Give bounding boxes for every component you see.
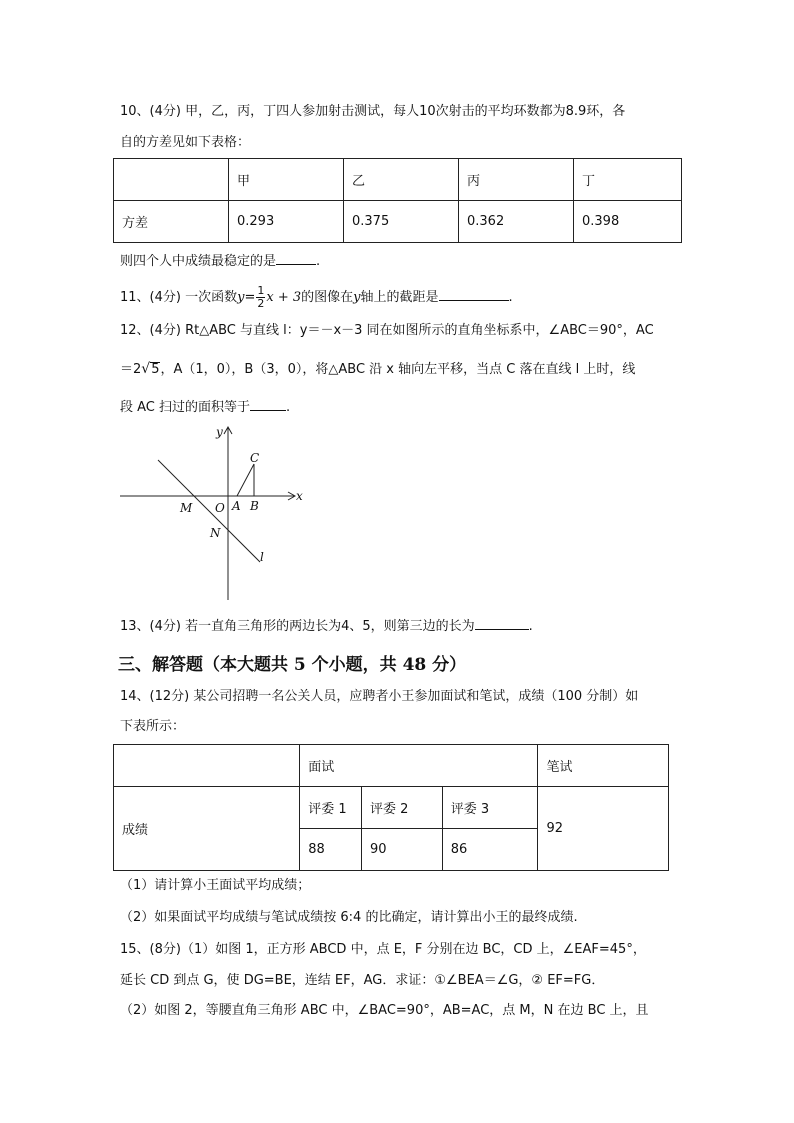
q11-mid: 的图像在 bbox=[301, 290, 354, 305]
judge-3-header: 评委 3 bbox=[442, 787, 538, 829]
judge-3-score: 86 bbox=[442, 829, 538, 871]
q15-line1: 15、(8分)（1）如图 1，正方形 ABCD 中，点 E，F 分别在边 BC，CD 上，∠EAF=45°， bbox=[120, 942, 646, 957]
q12-line2-b: ，A（1，0），B（3，0），将△ABC 沿 x 轴向左平移，当点 C 落在直线 l 上时，线 bbox=[160, 362, 636, 377]
label-o: O bbox=[215, 501, 225, 515]
q12-sqrt-value: 5 bbox=[151, 362, 160, 377]
q14-sub1: （1）请计算小王面试平均成绩； bbox=[120, 878, 311, 893]
q11-end: . bbox=[508, 290, 513, 305]
q11-rest: x + 3 bbox=[266, 290, 302, 305]
q10-end: . bbox=[316, 254, 321, 269]
variance-value-yi: 0.375 bbox=[344, 201, 459, 243]
variance-value-jia: 0.293 bbox=[229, 201, 344, 243]
judge-2-header: 评委 2 bbox=[362, 787, 443, 829]
score-table bbox=[113, 744, 669, 871]
judge-1-header: 评委 1 bbox=[300, 787, 362, 829]
score-header-interview: 面试 bbox=[300, 745, 538, 787]
triangle-side-ac bbox=[237, 464, 254, 496]
q11-axis-var: y bbox=[353, 290, 361, 305]
q11-y-var: y bbox=[237, 290, 245, 305]
q11-suffix: 轴上的截距是 bbox=[360, 290, 439, 305]
q12-line1: 12、(4分) Rt△ABC 与直线 l：y＝－x－3 同在如图所示的直角坐标系中，∠ABC＝90°，AC bbox=[120, 323, 654, 338]
label-x: x bbox=[296, 489, 303, 503]
judge-1-score: 88 bbox=[300, 829, 362, 871]
q11-prefix: 11、(4分) 一次函数 bbox=[120, 290, 238, 305]
q12-line2-a: ＝2 bbox=[120, 362, 142, 377]
q13-line bbox=[120, 616, 533, 636]
q12-line3 bbox=[120, 397, 290, 417]
q12-end: . bbox=[286, 400, 291, 415]
label-n: N bbox=[210, 526, 221, 540]
q15-line2: 延长 CD 到点 G，使 DG=BE，连结 EF，AG．求证：①∠BEA＝∠G，② EF=FG． bbox=[120, 973, 605, 988]
q11-frac-num: 1 bbox=[257, 284, 265, 297]
q10-question-text: 则四个人中成绩最稳定的是 bbox=[120, 254, 277, 269]
judge-2-score: 90 bbox=[362, 829, 443, 871]
label-l: l bbox=[260, 550, 264, 564]
coordinate-figure bbox=[110, 420, 310, 605]
variance-header-yi: 乙 bbox=[344, 159, 459, 201]
q11-eq: = bbox=[244, 290, 256, 305]
line-l bbox=[158, 460, 260, 562]
q11-fraction bbox=[256, 285, 265, 310]
answer-blank[interactable] bbox=[439, 287, 509, 301]
q10-question bbox=[120, 251, 320, 271]
q13-text: 13、(4分) 若一直角三角形的两边长为4、5，则第三边的长为 bbox=[120, 619, 475, 634]
variance-value-ding: 0.398 bbox=[574, 201, 682, 243]
section-3-title: 三、解答题（本大题共 5 个小题，共 48 分） bbox=[118, 655, 467, 675]
answer-blank[interactable] bbox=[250, 397, 286, 411]
answer-blank[interactable] bbox=[475, 616, 529, 630]
answer-blank[interactable] bbox=[276, 251, 316, 265]
q12-line2: ＝2√5，A（1，0），B（3，0），将△ABC 沿 x 轴向左平移，当点 C 落在直线 l 上时，线 bbox=[120, 361, 636, 377]
q11-line bbox=[120, 285, 513, 311]
q14-sub2: （2）如果面试平均成绩与笔试成绩按 6:4 的比确定，请计算出小王的最终成绩. bbox=[120, 910, 578, 925]
label-y: y bbox=[216, 425, 223, 439]
variance-header-bing: 丙 bbox=[459, 159, 574, 201]
variance-table bbox=[113, 158, 682, 243]
score-header-written: 笔试 bbox=[538, 745, 669, 787]
variance-table-corner bbox=[114, 159, 229, 201]
variance-value-bing: 0.362 bbox=[459, 201, 574, 243]
score-table-corner bbox=[114, 745, 300, 787]
q13-end: . bbox=[528, 619, 533, 634]
variance-row-label: 方差 bbox=[114, 201, 229, 243]
label-c: C bbox=[250, 451, 260, 465]
q14-line1: 14、(12分) 某公司招聘一名公关人员，应聘者小王参加面试和笔试，成绩（100 分制）如 bbox=[120, 689, 639, 704]
q15-line3: （2）如图 2，等腰直角三角形 ABC 中，∠BAC=90°，AB=AC，点 M，N 在边 BC 上，且 bbox=[120, 1003, 649, 1018]
variance-header-ding: 丁 bbox=[574, 159, 682, 201]
variance-header-jia: 甲 bbox=[229, 159, 344, 201]
q10-line2: 自的方差见如下表格： bbox=[120, 135, 251, 150]
label-b: B bbox=[250, 499, 259, 513]
written-score: 92 bbox=[538, 787, 669, 871]
q11-frac-den: 2 bbox=[257, 297, 265, 310]
q12-line3-text: 段 AC 扫过的面积等于 bbox=[120, 400, 251, 415]
q10-line1: 10、(4分) 甲，乙，丙，丁四人参加射击测试，每人10次射击的平均环数都为8.9环，各 bbox=[120, 104, 626, 119]
label-a: A bbox=[232, 499, 241, 513]
score-row-label: 成绩 bbox=[114, 787, 300, 871]
label-m: M bbox=[180, 501, 193, 515]
q14-line2: 下表所示： bbox=[120, 719, 186, 734]
